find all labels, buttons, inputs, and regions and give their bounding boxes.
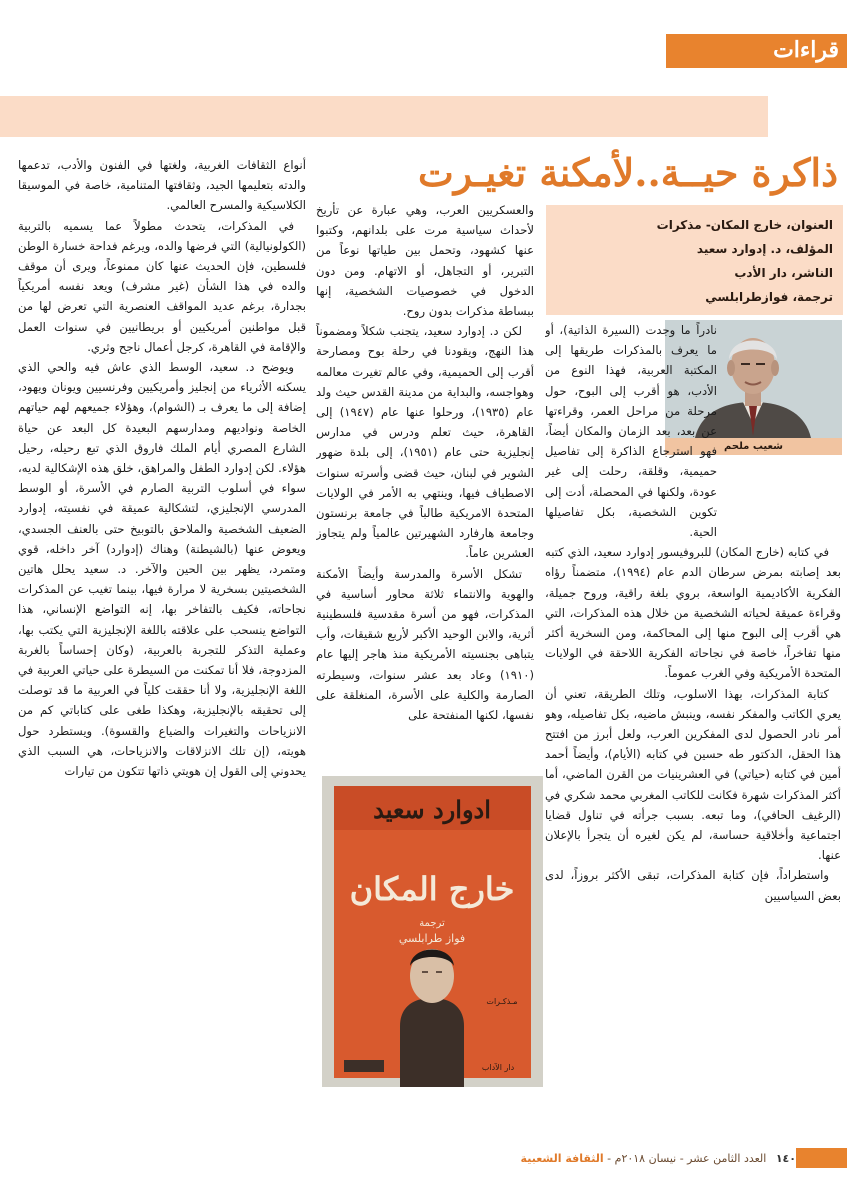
paragraph: واستطراداً، فإن كتابة المذكرات، تبقى الأكثر بروزاً، لدى بعض السياسيين	[545, 868, 841, 903]
paragraph: في كتابه (خارج المكان) للبروفيسور إدوارد سعيد، الذي كتبه بعد إصابته بمرض سرطان الدم عام (١٩٩٤)، متضمناً رؤاه الفكرية الأكاديمية الواسعة، بروي بلغة راقية، وروح جميلة، وقراءة عميقة لحياته الشخصية من خلال هذه المذكرات، التي هي أقرب إلى البوح منها إلى المحاكمة، ومن السخرية أكثر منها تفاخراً، خاصة في نجاحاته الفكرية اللاحقة في الولايات المتحدة الأمريكية وفي الغرب عموماً.	[545, 545, 841, 681]
section-tab	[666, 34, 847, 68]
paragraph: في المذكرات، يتحدث مطولاً عما يسميه بالتربية (الكولونيالية) التي فرضها والده، ويرغم فداحة خسارة الوطن فلسطين، فإن الحديث عنها كان ممنوعاً، ويرى أن موقف والده في هذا الشأن (غير مشرف) ويعد نفسه أمريكياً بجدارة، برغم عديد المواقف العنصرية التي تعرض لها من قبل مواطنين أمريكيين أو بريطانيين في سنوات العمل والإقامة في القاهرة، كرجل أعمال ناجح وثري.	[18, 218, 306, 354]
cover-translator: فواز طرابلسي	[398, 932, 466, 945]
header-band	[0, 96, 768, 137]
cover-title: خارج المكان	[349, 870, 515, 908]
paragraph: نادراً ما وجدت (السيرة الذاتية)، أو ما يعرف بالمذكرات طريقها إلى المكتبة العربية، فهذا النوع من الأدب، هو أقرب إلى البوح، حول مرحلة من مراحل العمر، وقراءتها عن بعد، بعد الزمان والمكان أيضاً، فهو استرجاع الذاكرة إلى تفاصيل حميمية، وقلقة، رحلت إلى غير عودة، ولكنها في المحصلة، أدت إلى تكوين الشخصية، بكل تفاصيلها الحية.	[545, 323, 717, 540]
paragraph: لكن د. إدوارد سعيد، يتجنب شكلاً ومضموناً هذا النهج، ويقودنا في رحلة بوح ومصارحة أقرب إلى الحميمية، وفي عالم تغيرت معالمه وهواجسه، والبداية من مدينة القدس حيث ولد عام (١٩٣٥)، ورحلوا عنها عام (١٩٤٧) إلى القاهرة، حيث تعلم ودرس في مدارس إنجليزية حتى عام (١٩٥١)، إلى بلدة ضهور الشوير في لبنان، حيث قضى وأسرته سنوات الاصطياف فيها، وينتهي به الأمر في الولايات المتحدة الامريكية طالباً في جامعة برنستون وجامعة هارفارد الشهيرتين عالمياً ولم يتجاوز العشرين عاماً.	[316, 324, 534, 561]
author-photo-caption: شعيب ملحم	[665, 438, 842, 455]
page-number: ١٤٠	[775, 1152, 796, 1165]
book-publisher-line: الناشر، دار الأدب	[734, 266, 833, 280]
cover-translation-label: ترجمة	[419, 918, 445, 929]
issue-info: العدد الثامن عشر - نيسان ٢٠١٨م -	[607, 1152, 767, 1165]
article-column-right	[545, 320, 841, 1095]
article-column-middle	[316, 200, 534, 780]
cover-subtitle: مـذكـرات	[486, 997, 518, 1006]
article-title: ذاكرة حيــة..لأمكنة تغيـرت	[417, 150, 838, 195]
magazine-name: الثقافة الشعبية	[520, 1152, 604, 1165]
paragraph: كتابة المذكرات، بهذا الاسلوب، وتلك الطريقة، تعني أن يعري الكاتب والمفكر نفسه، وينبش ماضيه، بكل تفاصيله، وهو أمر نادر الحصول لدى المفكرين العرب، ولعل أبرز من افتتح هذا الحقل، الدكتور طه حسين في كتابه (الأيام)، وأيضاً أحمد أمين في كتابه (حياتي) في العشرينيات من القرن الماضي، أما أكثر المذكرات شهرة فكانت للكاتب المغربي محمد شكري في (الرغيف الحافي)، وما تبعه. بسبب جرأته في تناول قضايا اجتماعية وأخلاقية حساسة، لم يكن لغيره أن يتجرأ بالإعلان عنها.	[545, 686, 841, 863]
paragraph: ويوضح د. سعيد، الوسط الذي عاش فيه والحي الذي يسكنه الأثرياء من إنجليز وأمريكيين وفرنسيين ويونان ويهود، إضافة إلى ما يعرف بـ (الشوام)، وهؤلاء جميعهم لهم حياتهم الخاصة ونواديهم ومدارسهم البعيدة كل البعد عن حياة الشارع المصري أيام الملك فاروق الذي تبع رحيله، رحيل هؤلاء. لكن إدوارد الطفل والمراهق، خلق هذه الإشكالية لديه، سواء في أسلوب التربية الصارم في الأسرة، أو الوسط المدرسي الإنجليزي، لتشكالية عميقة في نفسيته، إدوارد الضعيف الشخصية والملاحق بالتوبيخ حتى بالعنف الجسدي، ويعوض عنها (بالشيطنة) وهناك (إدوارد) آخر داخله، قوي ومتمرد، يظهر بين الحين والآخر. د. سعيد يحلل هاتين الشخصيتين بسخرية لا مرارة فيها، بينما تغيب عن المذكرات نجاحاته، فكيف بالتفاخر بها، إنه التواضع الإنساني، هذا التواضع ينسحب على علاقته باللغة الإنجليزية التي يكتب بها، وعملية التذكر للتجربة بالعربية، (وكان إحساساً بالغربة المزدوجة، فلا أنا تمكنت من السيطرة على حياتي العربية في اللغة الإنجليزية، ولا أنا حققت كلياً في العربية ما قد توصلت إلى تحقيقه بالإنجليزية، وهكذا طغى على كتاباتي كم من الانزياحات والتغيرات والضياع والقسوة). ويستطرد حول هويته، (إن تلك الانزلاقات والانزياحات، هي السبب الذي يحدوني إلى القول إن هويتي ذاتها تتكون من تيارات	[18, 360, 306, 779]
paragraph: أنواع الثقافات الغربية، ولغتها في الفنون والأدب، تدعمها والدته بتعليمها الجيد، وثقافتها المتنامية، خاصة في الموسيقا الكلاسيكية والمسرح العالمي.	[18, 158, 306, 213]
footer-accent-bar	[796, 1148, 847, 1168]
paragraph: والعسكريين العرب، وهي عبارة عن تأريخ لأحداث سياسية مرت على بلدانهم، وكتبوا عنها كشهود، وتحمل بين طياتها نوعاً من التبرير، أو التجاهل، أو الاتهام. ومن دون الدخول في خصوصيات الشخصية، إنها ببساطة مذكرات بدون روح.	[316, 203, 534, 319]
article-column-left	[18, 155, 306, 1090]
cover-author: ادوارد سعيد	[373, 795, 491, 824]
book-title-line: العنوان، خارج المكان- مذكرات	[656, 218, 833, 232]
book-info-box	[546, 205, 843, 315]
book-cover-image	[322, 776, 543, 1087]
paragraph: تشكل الأسرة والمدرسة وأيضاً الأمكنة والهوية والانتماء ثلاثة محاور أساسية في المذكرات، فهو من أسرة مقدسية فلسطينية أثرية، والابن الوحيد الأكبر لأربع شقيقات، وأب يتباهى بجنسيته الأمريكية منذ هاجر إليها عام (١٩١٠) وعاد بعد عشر سنوات، وسيطرته الصارمة والكلية على الأسرة، المنغلقة على نفسها، لكنها المنفتحة على	[316, 566, 534, 723]
book-author-line: المؤلف، د. إدوارد سعيد	[696, 242, 833, 256]
page-footer	[506, 1150, 796, 1168]
book-translator-line: ترجمة، فوازطرابلسي	[705, 290, 833, 304]
section-title: قراءات	[773, 37, 839, 63]
cover-publisher: دار الآداب	[481, 1063, 515, 1072]
